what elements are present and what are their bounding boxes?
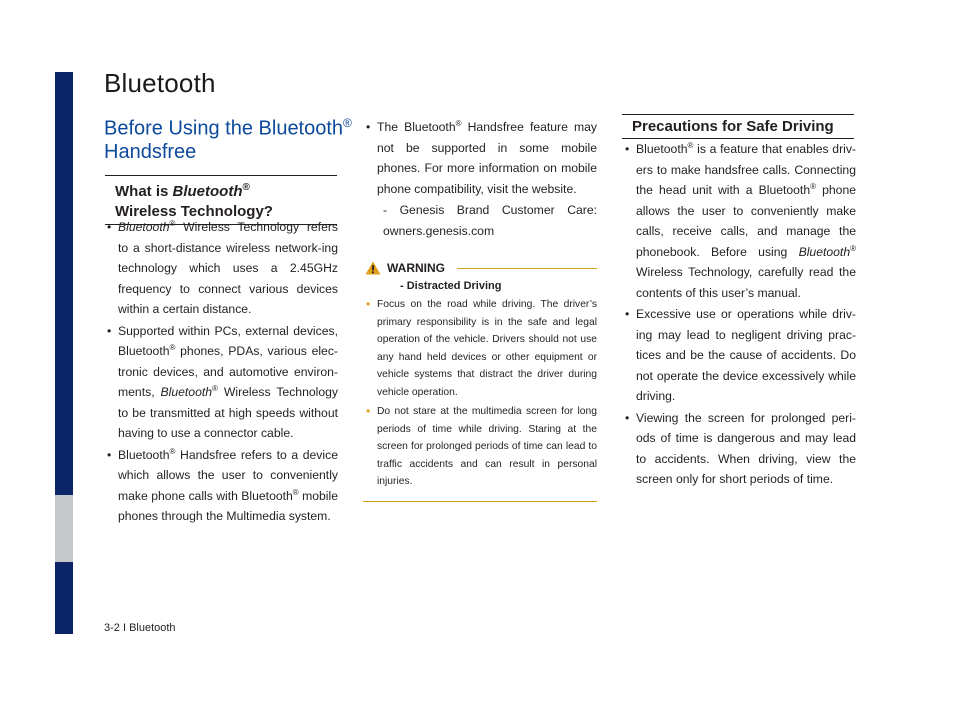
page-footer: 3-2 I Bluetooth [104, 622, 176, 634]
registered-mark: ® [343, 116, 352, 130]
warning-bottom-rule [363, 501, 597, 502]
list-item: • The Bluetooth® Handsfree feature may not be supported in some mobile phones. For more information on mobile phone compatibility, visit the website. [366, 118, 598, 196]
list-item: • Bluetooth® is a feature that enables driv-ers to make handsfree calls. Connecting the head unit with a Bluetooth® phone allows the user to conveniently make calls, receive calls, and manage the phonebook. Before using Bluetooth® Wireless Technology, carefully read the contents of this user’s manual. [625, 140, 856, 300]
chapter-tab-bar [55, 72, 73, 634]
section-title-line1: Before Using the Bluetooth [104, 117, 344, 140]
warning-title: WARNING [387, 261, 445, 275]
warning-triangle-icon [365, 261, 381, 275]
list-item: • Bluetooth® Wireless Technology refers to a short-distance wireless network-ing technology which uses a 2.45GHz frequency to connect various devices within a certain distance. [107, 218, 338, 316]
precautions-heading: Precautions for Safe Driving [622, 114, 854, 139]
warning-item: • Do not stare at the multimedia screen for long periods of time while driving. Staring at the screen for prolonged periods of time can lead to traffic accidents and can result in personal injuries. [366, 404, 597, 487]
subheading-what-is-bluetooth: What is Bluetooth® Wireless Technology? [105, 175, 337, 225]
chapter-title: Bluetooth [104, 68, 216, 98]
list-item: • Bluetooth® Handsfree refers to a device which allows the user to conveniently make phone calls with Bluetooth® mobile phones through the Multimedia system. [107, 446, 338, 523]
list-item: • Viewing the screen for prolonged peri-ods of time is dangerous and may lead to accidents. When driving, view the screen only for short periods of time. [625, 410, 856, 486]
list-item: • Supported within PCs, external devices, Bluetooth® phones, PDAs, various elec-tronic devices, and automotive environ-ments, Bluetooth® Wireless Technology to be transmitted at high speeds without having to use a connector cable. [107, 323, 338, 440]
warning-box [363, 258, 597, 502]
right-column [622, 139, 856, 491]
warning-subtitle: - Distracted Driving [400, 280, 502, 292]
warning-rule [457, 268, 597, 269]
chapter-tab-current-marker [55, 495, 73, 562]
warning-item: • Focus on the road while driving. The driver’s primary responsibility is in the safe and legal operation of the vehicle. Drivers should not use any hand held devices or other equipment or vehicle systems that distract the driver during vehicle operation. [366, 297, 597, 398]
chapter-tab-blue-top [55, 72, 73, 495]
chapter-tab-blue-bottom [55, 562, 73, 634]
left-column [104, 217, 338, 528]
list-item: • Excessive use or operations while driv-ing may lead to negligent driving prac-tices and be the cause of accidents. Do not operate the device excessively while driving. [625, 307, 856, 403]
middle-column [363, 117, 597, 241]
website-reference: - Genesis Brand Customer Care: owners.genesis.com [383, 203, 597, 238]
section-title [104, 112, 354, 164]
section-title-line2: Handsfree [104, 140, 197, 163]
